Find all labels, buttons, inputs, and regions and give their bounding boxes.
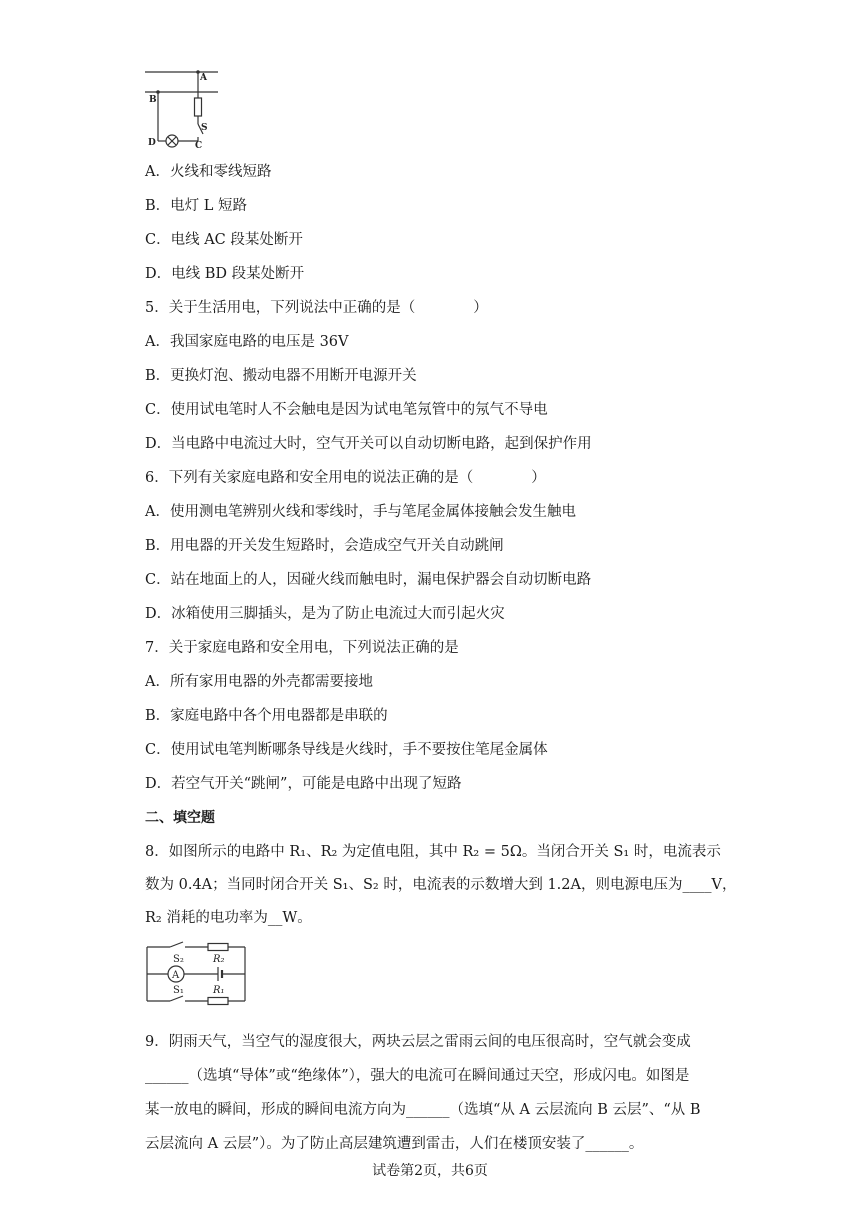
q4-option-a: A．火线和零线短路 [145, 164, 272, 180]
section-heading-fill-in: 二、填空题 [145, 810, 215, 826]
q4-option-b: B．电灯 L 短路 [145, 198, 248, 214]
q8-line-1: 8．如图所示的电路中 R₁、R₂ 为定值电阻，其中 R₂ = 5Ω。当闭合开关 S₁ 时，电流表示 [145, 844, 721, 860]
q4-option-d: D．电线 BD 段某处断开 [145, 266, 305, 282]
label-s1: S₁ [173, 985, 184, 996]
label-a: A [200, 73, 207, 83]
q7-stem: 7．关于家庭电路和安全用电，下列说法正确的是 [145, 640, 459, 656]
label-s: S [201, 123, 208, 133]
q6-option-c: C．站在地面上的人，因碰火线而触电时，漏电保护器会自动切断电路 [145, 572, 592, 588]
q7-option-b: B．家庭电路中各个用电器都是串联的 [145, 708, 388, 724]
q6-option-d: D．冰箱使用三脚插头，是为了防止电流过大而引起火灾 [145, 606, 505, 622]
q8-line-2: 数为 0.4A；当同时闭合开关 S₁、S₂ 时，电流表的示数增大到 1.2A，则电源电压为____V， [145, 877, 737, 893]
label-ammeter: A [172, 970, 180, 981]
q6-option-b: B．用电器的开关发生短路时，会造成空气开关自动跳闸 [145, 538, 504, 554]
q9-line-2: ______（选填“导体”或“绝缘体”），强大的电流可在瞬间通过天空，形成闪电。如图是 [145, 1068, 690, 1084]
q8-line-3: R₂ 消耗的电功率为__W。 [145, 910, 312, 926]
q5-option-c: C．使用试电笔时人不会触电是因为试电笔氖管中的氖气不导电 [145, 402, 548, 418]
ammeter-circuit-figure [140, 940, 252, 1010]
household-circuit-figure [140, 62, 230, 150]
q6-stem: 6．下列有关家庭电路和安全用电的说法正确的是（ ） [145, 470, 546, 486]
q7-option-c: C．使用试电笔判断哪条导线是火线时，手不要按住笔尾金属体 [145, 742, 548, 758]
label-d: D [148, 138, 156, 148]
q5-option-b: B．更换灯泡、搬动电器不用断开电源开关 [145, 368, 417, 384]
q4-option-c: C．电线 AC 段某处断开 [145, 232, 303, 248]
q7-option-d: D．若空气开关“跳闸”，可能是电路中出现了短路 [145, 776, 462, 792]
label-b: B [149, 95, 157, 105]
page-footer: 试卷第2页，共6页 [372, 1163, 488, 1179]
label-s2: S₂ [173, 954, 184, 965]
q7-option-a: A．所有家用电器的外壳都需要接地 [145, 674, 373, 690]
q6-option-a: A．使用测电笔辨别火线和零线时，手与笔尾金属体接触会发生触电 [145, 504, 576, 520]
label-r2: R₂ [213, 954, 225, 965]
label-c: C [195, 141, 203, 150]
q5-stem: 5．关于生活用电，下列说法中正确的是（ ） [145, 300, 488, 316]
q5-option-a: A．我国家庭电路的电压是 36V [145, 334, 349, 350]
q9-line-4: 云层流向 A 云层”）。为了防止高层建筑遭到雷击，人们在楼顶安装了______。 [145, 1136, 644, 1152]
label-r1: R₁ [213, 985, 225, 996]
q5-option-d: D．当电路中电流过大时，空气开关可以自动切断电路，起到保护作用 [145, 436, 592, 452]
q9-line-1: 9．阴雨天气，当空气的湿度很大，两块云层之雷雨云间的电压很高时，空气就会变成 [145, 1034, 691, 1050]
q9-line-3: 某一放电的瞬间，形成的瞬间电流方向为______（选填“从 A 云层流向 B 云层”、“从 B [145, 1102, 701, 1118]
